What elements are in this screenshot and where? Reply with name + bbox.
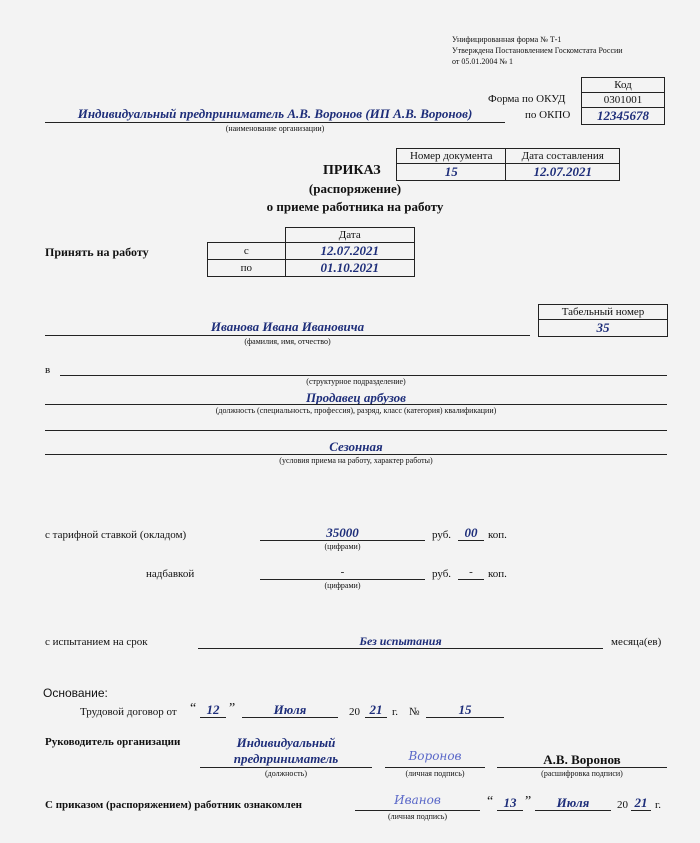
position-caption: (должность (специальность, профессия), разряд, класс (категория) квалификации) [215,406,497,415]
okud-label: Форма по ОКУД [488,93,566,105]
order-subtitle: (распоряжение) [308,181,402,196]
head-position-line1: Индивидуальный [236,735,336,750]
acq-year-prefix: 20 [617,799,628,811]
basis-day: 12 [206,702,220,717]
head-position-line2: предприниматель [233,751,339,766]
conditions-caption: (условия приема на работу, характер работы) [279,456,433,465]
basis-year: 21 [369,702,383,717]
head-signature: Воронов [408,749,462,763]
head-position-caption: (должность) [265,769,307,778]
basis-close-quote: ” [229,701,236,716]
bonus-rub-label: руб. [432,568,452,580]
doc-date-header: Дата составления [506,149,620,164]
order-title: ПРИКАЗ [323,163,381,178]
in-label: в [45,364,51,376]
acquainted-label: С приказом (распоряжением) работник ознакомлен [45,799,302,811]
bonus-digits-caption: (цифрами) [324,581,361,590]
acq-day: 13 [503,795,517,810]
employee-name: Иванова Ивана Ивановича [210,319,365,334]
contract-label: Трудовой договор от [80,706,177,718]
hire-from-label: с [208,243,286,260]
tab-number-table [538,304,668,337]
acq-month: Июля [556,795,590,810]
basis-g-label: г. [392,706,399,718]
unified-form-label: Унифицированная форма № Т-1 [452,35,562,44]
rate-rub-label: руб. [432,529,452,541]
hire-label: Принять на работу [45,245,149,259]
rate-kop-value: 00 [464,525,478,540]
doc-number: 15 [397,164,506,181]
basis-month: Июля [273,702,307,717]
tab-number-header: Табельный номер [539,305,668,320]
basis-label: Основание: [43,686,108,700]
position-value: Продавец арбузов [306,390,406,405]
head-name-caption: (расшифровка подписи) [541,769,623,778]
employee-signature-caption: (личная подпись) [387,812,448,821]
okud-value: 0301001 [582,93,665,108]
basis-number-label: № [409,706,420,718]
hire-from-date: 12.07.2021 [285,243,414,260]
hire-date-table [207,227,415,277]
department-caption: (структурное подразделение) [306,377,406,386]
bonus-kop-label: коп. [488,568,507,580]
rate-digits-caption: (цифрами) [324,542,361,551]
organization-line [45,122,505,123]
conditions-value: Сезонная [329,439,383,454]
head-signature-caption: (личная подпись) [405,769,465,778]
hire-to-date: 01.10.2021 [285,260,414,277]
acq-g-label: г. [655,799,662,811]
approved-line1: Утверждена Постановлением Госкомстата России [452,46,623,55]
basis-number: 15 [458,702,472,717]
employee-signature: Иванов [394,793,441,807]
employee-caption: (фамилия, имя, отчество) [244,337,331,346]
doc-number-header: Номер документа [397,149,506,164]
hire-date-header: Дата [285,228,414,243]
acq-open-quote: “ [487,794,494,809]
basis-year-prefix: 20 [349,706,360,718]
organization-caption: (наименование организации) [225,124,325,133]
tab-number: 35 [539,320,668,337]
department-line [60,375,667,376]
probation-value: Без испытания [359,634,442,648]
rate-value: 35000 [326,525,359,540]
bonus-label: надбавкой [146,568,195,580]
probation-unit: месяца(ев) [611,636,662,648]
basis-open-quote: “ [190,701,197,716]
probation-label: с испытанием на срок [45,636,148,648]
rate-label: с тарифной ставкой (окладом) [45,529,187,541]
okpo-label: по ОКПО [525,109,571,121]
bonus-value: - [340,566,345,578]
organization-name: Индивидуальный предприниматель А.В. Воронов (ИП А.В. Воронов) [77,106,473,121]
rate-kop-label: коп. [488,529,507,541]
okpo-value: 12345678 [582,108,665,125]
doc-number-table [396,148,620,181]
acq-year: 21 [634,795,648,810]
bonus-kop-value: - [469,566,473,578]
order-subject: о приеме работника на работу [266,199,444,214]
head-label: Руководитель организации [45,736,181,748]
code-table [581,77,665,125]
head-name: А.В. Воронов [543,752,621,767]
head-position [200,735,372,767]
doc-date: 12.07.2021 [506,164,620,181]
code-header: Код [582,78,665,93]
acq-close-quote: ” [525,794,532,809]
approved-line2: от 05.01.2004 № 1 [452,57,514,66]
hire-to-label: по [208,260,286,277]
